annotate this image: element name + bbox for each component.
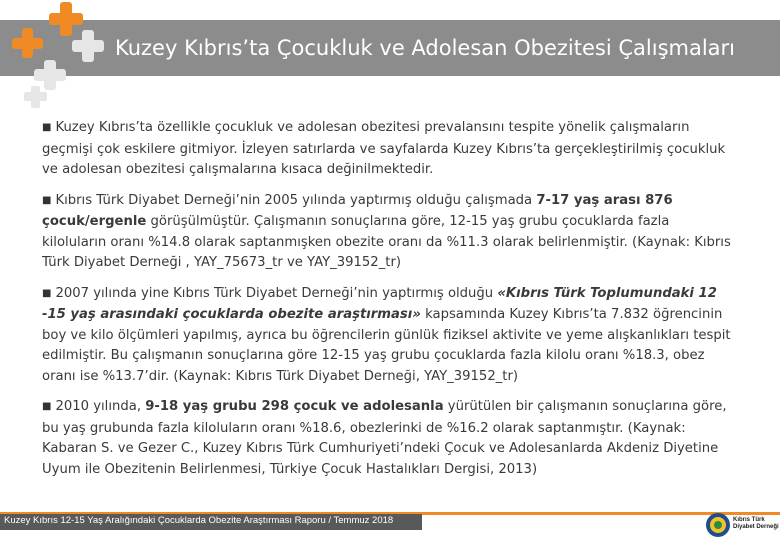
- page-number: 37: [747, 498, 760, 510]
- content-body: [42, 118, 737, 490]
- page-title: Kuzey Kıbrıs’ta Çocukluk ve Adolesan Obezitesi Çalışmaları: [115, 36, 736, 60]
- paragraph-1: ■ Kuzey Kıbrıs’ta özellikle çocukluk ve adolesan obezitesi prevalansını tespite yönelik çalışmaların geçmişi çok eskilere gitmiyor. İzleyen satırlarda ve sayfalarda Kuzey Kıbrıs’ta gerçekleştirilmiş çocukluk ve adolesan obezitesi çalışmalarına kısaca değinilmektedir.: [42, 120, 726, 177]
- paragraph-3: ■ 2007 yılında yine Kıbrıs Türk Diyabet Derneği’nin yaptırmış olduğu «Kıbrıs Türk Toplumundaki 12 -15 yaş arasındaki çocuklarda obezite araştırması» kapsamında Kuzey Kıbrıs’ta 7.832 öğrencinin boy ve kilo ölçümleri yapılmış, ayrıca bu öğrencilerin günlük fiziksel aktivite ve yeme alışkanlıkları tespit edilmiştir. Bu çalışmanın sonuçlarına göre 12-15 yaş grubu çocuklarda fazla kilolu oranı %18.3, obez oranı ise %13.7’dir. (Kaynak: Kıbrıs Türk Diyabet Derneği, YAY_39152_tr): [42, 285, 731, 384]
- bullet-icon: ■: [42, 122, 52, 133]
- footer-caption: Kuzey Kıbrıs 12-15 Yaş Aralığındaki Çocuklarda Obezite Araştırması Raporu / Temmuz 2018: [4, 515, 394, 526]
- bullet-icon: ■: [42, 401, 52, 412]
- paragraph-4: ■ 2010 yılında, 9-18 yaş grubu 298 çocuk ve adolesanla yürütülen bir çalışmanın sonuçlarına göre, bu yaş grubunda fazla kiloluların oranı %18.6, obezlerinki de %16.2 olarak saptanmıştır. (Kaynak: Kabaran S. ve Gezer C., Kuzey Kıbrıs Türk Cumhuriyeti’ndeki Çocuk ve Adolesanlarda Akdeniz Diyetine Uyum ile Obezitenin Belirlenmesi, Türkiye Çocuk Hastalıkları Dergisi, 2013): [42, 399, 727, 477]
- bullet-icon: ■: [42, 287, 52, 299]
- decorative-crosses-icon: [0, 0, 120, 120]
- logo-text: Kıbrıs Türk Diyabet Derneği: [733, 517, 779, 530]
- bullet-icon: ■: [42, 194, 52, 206]
- paragraph-2: ■ Kıbrıs Türk Diyabet Derneği’nin 2005 yılında yaptırmış olduğu çalışmada 7-17 yaş arası 876 çocuk/ergenle görüşülmüştür. Çalışmanın sonuçlarına göre, 12-15 yaş grubu çocuklarda fazla kiloluların oranı %14.8 olarak saptanmışken obezite oranı da %11.3 olarak belirlenmiştir. (Kaynak: Kıbrıs Türk Diyabet Derneği , YAY_75673_tr ve YAY_39152_tr): [42, 192, 731, 270]
